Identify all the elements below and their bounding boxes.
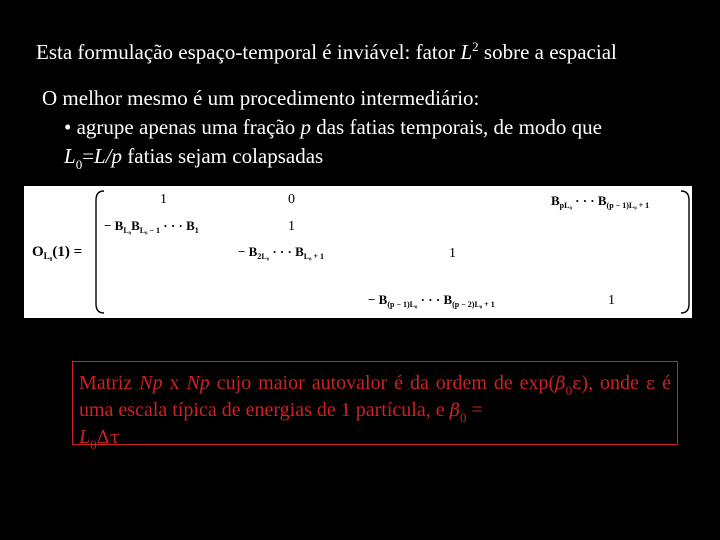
note-beta-2: β (449, 400, 460, 421)
matrix-r3-band: − $B_{2L_0}$ · · · $B_{L_0 + 1}$ (238, 244, 325, 261)
cont-text-post: fatias sejam colapsadas (122, 144, 324, 168)
matrix-r4-band: − $B_{(p - 1)L_0}$ · · · $B_{(p - 2)L_0 + 1}$ (368, 292, 495, 309)
note-epsilon-2: ε (645, 373, 656, 394)
note-delta-tau: Δτ (96, 427, 120, 448)
body-line-1: O melhor mesmo é um procedimento intermediário: (42, 86, 480, 110)
matrix-left-bracket (96, 191, 104, 313)
note-Np-2: Np (186, 372, 210, 394)
note-text-2: x (162, 372, 187, 394)
matrix-r4-one: 1 (608, 293, 615, 308)
note-box (72, 361, 678, 452)
cont-L-sub: 0 (75, 157, 83, 173)
note-epsilon: ε (572, 373, 582, 394)
matrix-r1-c1: 1 (160, 192, 167, 207)
note-text-4: ), (581, 372, 594, 394)
note-beta: β (555, 373, 566, 394)
title-text-post: sobre a espacial (478, 40, 617, 64)
note-text-6: é uma escala típica de energias de 1 partícula, e (79, 372, 672, 421)
bullet-text-post: das fatias temporais, de modo que (310, 115, 602, 139)
note-text-5: onde (600, 372, 646, 394)
note-L: L (79, 426, 91, 448)
bullet-continuation (42, 142, 702, 171)
cont-L: L (64, 144, 76, 168)
matrix-right-bracket (681, 191, 689, 313)
matrix-lhs: $O_{L_0}(1)$ = (32, 244, 83, 261)
note-beta-sub: 0 (565, 383, 573, 398)
slide-title (36, 40, 617, 65)
note-Np-1: Np (139, 372, 163, 394)
bullet-icon: • (64, 115, 72, 139)
note-beta-2-sub: 0 (459, 410, 467, 425)
title-exponent: 2 (472, 39, 479, 54)
cont-equals: = (82, 144, 95, 168)
matrix-r1-c2: 0 (288, 192, 295, 207)
bullet-line (42, 113, 702, 142)
title-text-pre: Esta formulação espaço-temporal é inviável: fator (36, 40, 461, 64)
cont-L-over-p: L/p (94, 144, 123, 168)
matrix-svg (24, 186, 692, 318)
note-text-3: cujo maior autovalor é da ordem de exp( (209, 372, 556, 394)
matrix-image (24, 186, 692, 318)
note-L-sub: 0 (90, 437, 97, 452)
matrix-r2-c2: 1 (288, 219, 295, 234)
matrix-r3-one: 1 (449, 246, 456, 261)
note-text-1: Matriz (79, 372, 140, 394)
matrix-r1-clast: $B_{pL_0}$ · · · $B_{(p - 1)L_0 + 1}$ (551, 193, 650, 210)
title-L: L (460, 40, 473, 64)
body-paragraph (42, 84, 702, 171)
note-text-7: = (466, 399, 483, 421)
matrix-r2-c1: − $B_{L_0}B_{L_0 - 1}$ · · · $B_1$ (104, 218, 199, 235)
bullet-text-pre: agrupe apenas uma fração (71, 115, 301, 139)
bullet-p: p (300, 115, 311, 139)
